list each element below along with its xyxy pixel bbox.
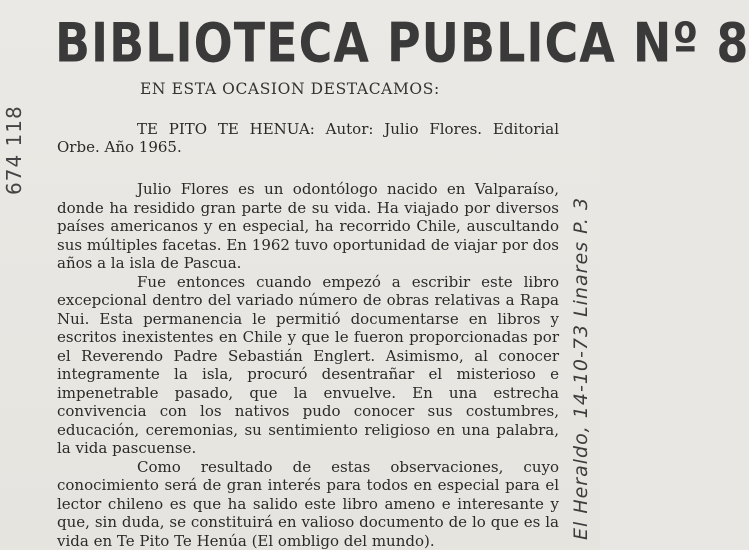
paragraph: Como resultado de estas observaciones, cuyo conocimiento será de gran interés para todos en especial para el lector chileno es que ha salido este libro ameno e interesante y que, sin duda, se constituirá en valioso documento de lo que es la vida en Te Pito Te Henúa (El ombligo del mundo). [57,457,559,550]
article-body [57,180,559,550]
section-subheading: EN ESTA OCASION DESTACAMOS: [140,80,440,98]
book-reference [57,120,559,156]
paragraph: Julio Flores es un odontólogo nacido en Valparaíso, donde ha residido gran parte de su vida. Ha viajado por diversos países americanos y en especial, ha recorrido Chile, auscultando sus múltiples facetas. En 1962 tuvo oportunidad de viajar por dos años a la isla de Pascua. [57,180,559,272]
handwritten-note-right: El Heraldo, 14-10-73 Linares P. 3 [570,196,592,540]
handwritten-note-left: 674 118 [2,105,26,195]
masthead-title: BIBLIOTECA PUBLICA Nº 8 [55,10,749,75]
book-reference-text: TE PITO TE HENUA: Autor: Julio Flores. Editorial Orbe. Año 1965. [57,120,559,156]
paragraph: Fue entonces cuando empezó a escribir este libro excepcional dentro del variado número de obras relativas a Rapa Nui. Esta permanencia le permitió documentarse en libros y escritos inexistentes en Chile y que le fueron proporcionadas por el Reverendo Padre Sebastián Englert. Asimismo, al conocer integramente la isla, procuró desentrañar el misterioso e impenetrable pasado, que la envuelve. En una estrecha convivencia con los nativos pudo conocer sus costumbres, educación, ceremonias, su sentimiento religioso en una palabra, la vida pascuense. [57,272,559,457]
